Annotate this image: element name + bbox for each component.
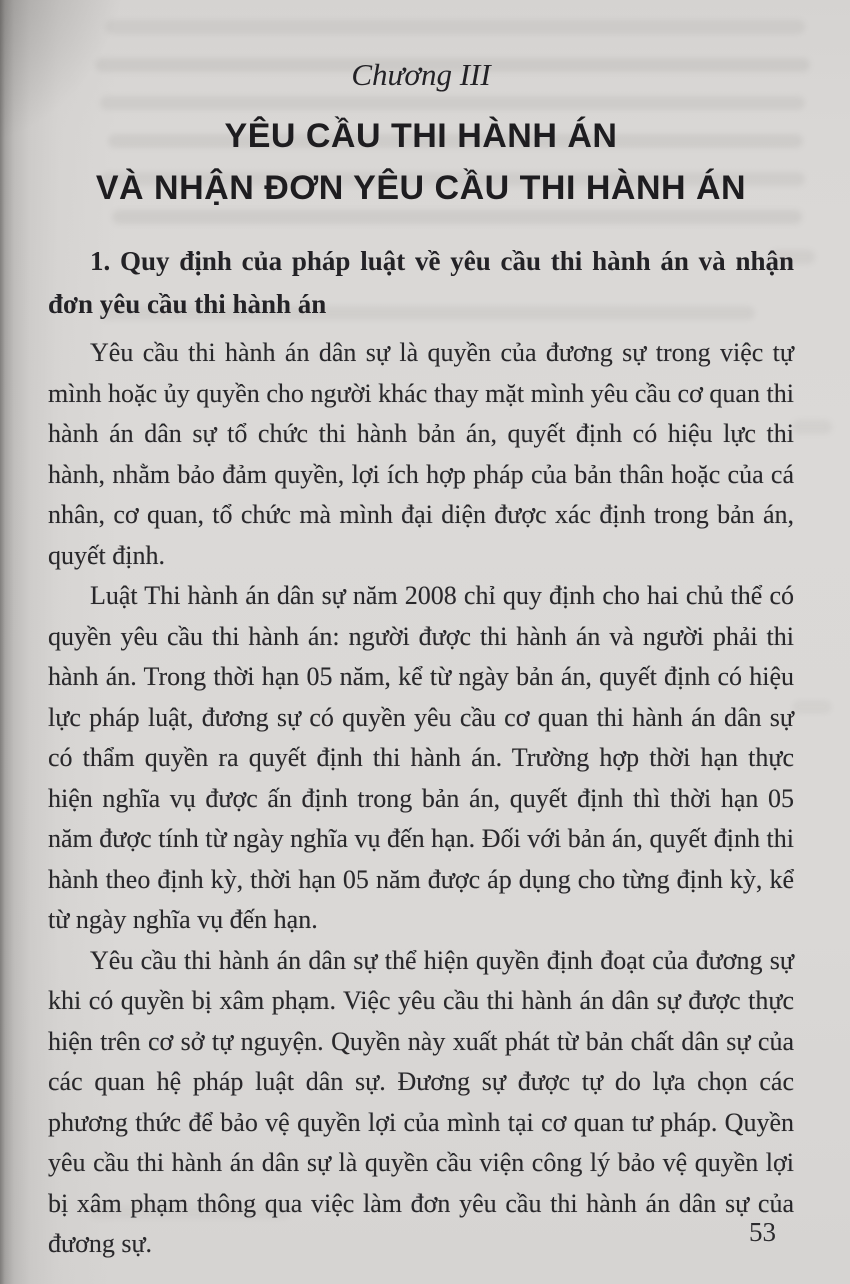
bleedthrough-line	[105, 20, 805, 34]
chapter-title-line-1: YÊU CẦU THI HÀNH ÁN	[224, 117, 618, 155]
body-paragraph: Yêu cầu thi hành án dân sự thể hiện quyền định đoạt của đương sự khi có quyền bị xâm phạm. Việc yêu cầu thi hành án dân sự được thực hiện trên cơ sở tự nguyện. Quyền này xuất phát từ bản chất dân sự của các quan hệ pháp luật dân sự. Đương sự được tự do lựa chọn các phương thức để bảo vệ quyền lợi của mình tại cơ quan tư pháp. Quyền yêu cầu thi hành án dân sự là quyền cầu viện công lý bảo vệ quyền lợi bị xâm phạm thông qua việc làm đơn yêu cầu thi hành án dân sự của đương sự.	[48, 945, 794, 1258]
body-paragraph: Yêu cầu thi hành án dân sự là quyền của đương sự trong việc tự mình hoặc ủy quyền cho người khác thay mặt mình yêu cầu cơ quan thi hành án dân sự tổ chức thi hành bản án, quyết định có hiệu lực thi hành, nhằm bảo đảm quyền, lợi ích hợp pháp của bản thân hoặc của cá nhân, cơ quan, tổ chức mà mình đại diện được xác định trong bản án, quyết định.	[48, 338, 794, 570]
body-paragraph: Luật Thi hành án dân sự năm 2008 chỉ quy định cho hai chủ thể có quyền yêu cầu thi hành án: người được thi hành án và người phải thi hành án. Trong thời hạn 05 năm, kể từ ngày bản án, quyết định có hiệu lực pháp luật, đương sự có quyền yêu cầu cơ quan thi hành án dân sự có thẩm quyền ra quyết định thi hành án. Trường hợp thời hạn thực hiện nghĩa vụ được ấn định trong bản án, quyết định thì thời hạn 05 năm được tính từ ngày nghĩa vụ đến hạn. Đối với bản án, quyết định thi hành theo định kỳ, thời hạn 05 năm được áp dụng cho từng định kỳ, kể từ ngày nghĩa vụ đến hạn.	[48, 581, 794, 934]
chapter-label: Chương III	[351, 57, 491, 92]
chapter-title	[48, 110, 794, 214]
section-heading: 1. Quy định của pháp luật về yêu cầu thi hành án và nhận đơn yêu cầu thi hành án	[48, 246, 794, 319]
chapter-title-line-2: VÀ NHẬN ĐƠN YÊU CẦU THI HÀNH ÁN	[95, 169, 747, 207]
page-content	[48, 56, 794, 1265]
page-number: 53	[749, 1217, 776, 1247]
bleedthrough-line	[792, 700, 832, 714]
bleedthrough-line	[792, 420, 832, 434]
